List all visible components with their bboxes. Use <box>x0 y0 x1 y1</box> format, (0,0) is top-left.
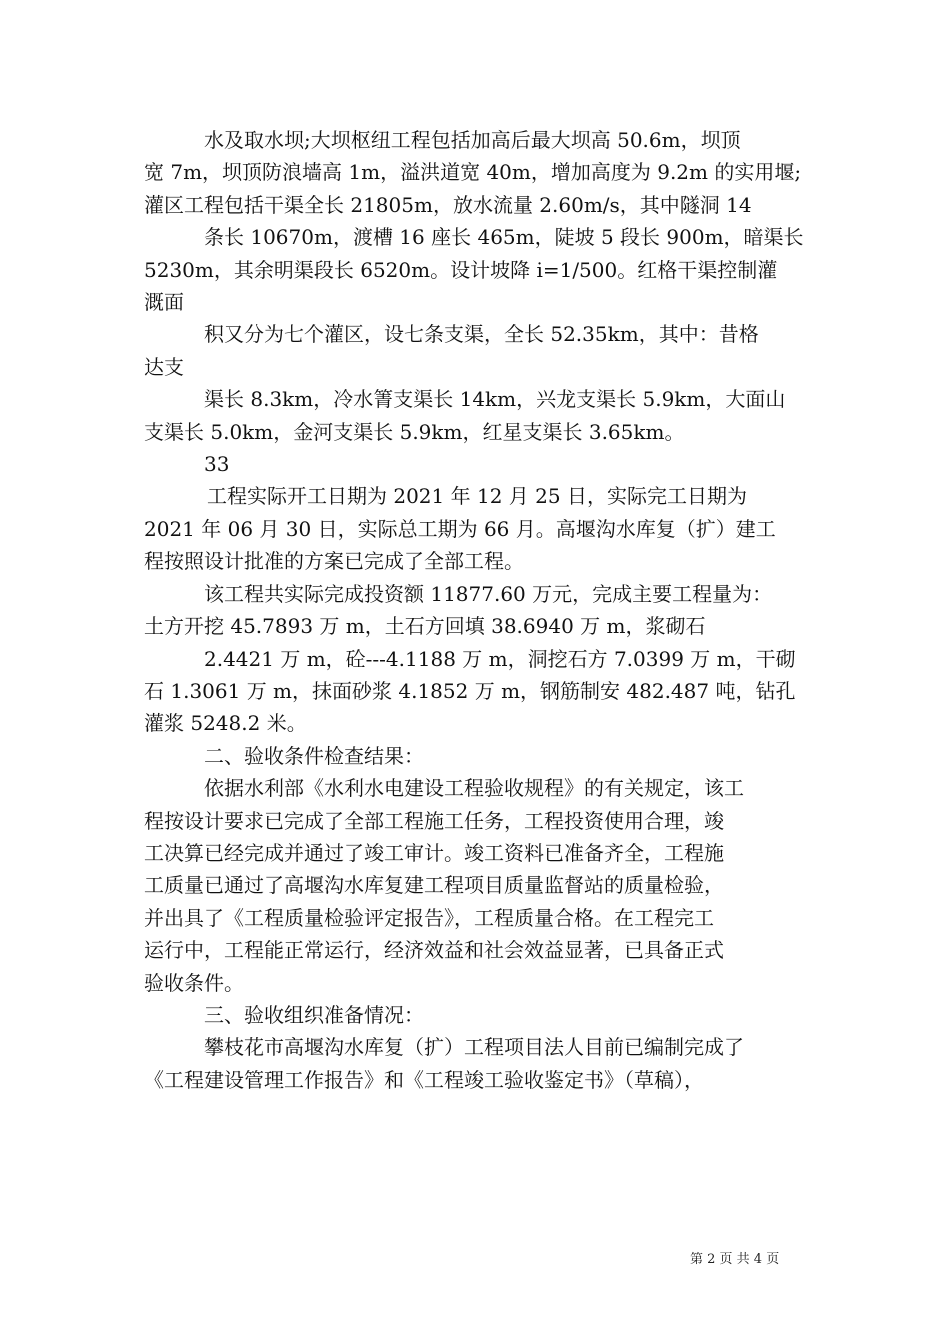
text-line: 2.4421 万 m，砼---4.1188 万 m，洞挖石方 7.0399 万 m，干砌 <box>204 646 796 671</box>
text-line: 工程实际开工日期为 2021 年 12 月 25 日，实际完工日期为 <box>207 484 747 509</box>
document-body <box>144 124 814 1096</box>
text-line: 2021 年 06 月 30 日，实际总工期为 66 月。高堰沟水库复（扩）建工 <box>144 516 776 541</box>
text-line: 程按设计要求已完成了全部工程施工任务，工程投资使用合理，竣 <box>144 808 724 833</box>
text-line: 渠长 8.3km，冷水箐支渠长 14km，兴龙支渠长 5.9km，大面山 <box>204 387 786 412</box>
text-line: 工决算已经完成并通过了竣工审计。竣工资料已准备齐全，工程施 <box>144 840 724 865</box>
text-line: 验收条件。 <box>144 970 244 995</box>
text-line: 工质量已通过了高堰沟水库复建工程项目质量监督站的质量检验， <box>144 873 724 898</box>
text-line: 该工程共实际完成投资额 11877.60 万元，完成主要工程量为： <box>204 581 773 606</box>
text-line: 积又分为七个灌区，设七条支渠，全长 52.35km，其中：昔格 <box>204 322 759 347</box>
text-line: 攀枝花市高堰沟水库复（扩）工程项目法人目前已编制完成了 <box>204 1035 744 1060</box>
text-line: 运行中，工程能正常运行，经济效益和社会效益显著，已具备正式 <box>144 938 724 963</box>
section-heading: 三、验收组织准备情况： <box>204 1002 424 1027</box>
text-line: 灌浆 5248.2 米。 <box>144 711 307 736</box>
page-number: 第 2 页 共 4 页 <box>690 1252 780 1267</box>
text-line: 5230m，其余明渠段长 6520m。设计坡降 i=1/500。红格干渠控制灌 <box>144 257 778 282</box>
text-line: 条长 10670m，渡槽 16 座长 465m，陡坡 5 段长 900m，暗渠长 <box>204 225 804 250</box>
text-line: 石 1.3061 万 m，抹面砂浆 4.1852 万 m，钢筋制安 482.487 吨，钻孔 <box>144 678 796 703</box>
text-line: 灌区工程包括干渠全长 21805m，放水流量 2.60m/s，其中隧洞 14 <box>144 192 752 217</box>
text-line: 溉面 <box>144 290 184 315</box>
text-line: 支渠长 5.0km，金河支渠长 5.9km，红星支渠长 3.65km。 <box>144 419 685 444</box>
text-line: 33 <box>204 452 230 477</box>
text-line: 土方开挖 45.7893 万 m，土石方回填 38.6940 万 m，浆砌石 <box>144 614 706 639</box>
text-line: 宽 7m，坝顶防浪墙高 1m，溢洪道宽 40m，增加高度为 9.2m 的实用堰; <box>144 160 802 185</box>
text-line: 依据水利部《水利水电建设工程验收规程》的有关规定，该工 <box>204 776 744 801</box>
text-line: 达支 <box>144 354 184 379</box>
text-line: 《工程建设管理工作报告》和《工程竣工验收鉴定书》（草稿）， <box>144 1067 704 1092</box>
text-line: 并出具了《工程质量检验评定报告》，工程质量合格。在工程完工 <box>144 905 714 930</box>
text-line: 程按照设计批准的方案已完成了全部工程。 <box>144 549 524 574</box>
section-heading: 二、验收条件检查结果： <box>204 743 424 768</box>
text-line: 水及取水坝;大坝枢纽工程包括加高后最大坝高 50.6m，坝顶 <box>204 128 741 152</box>
